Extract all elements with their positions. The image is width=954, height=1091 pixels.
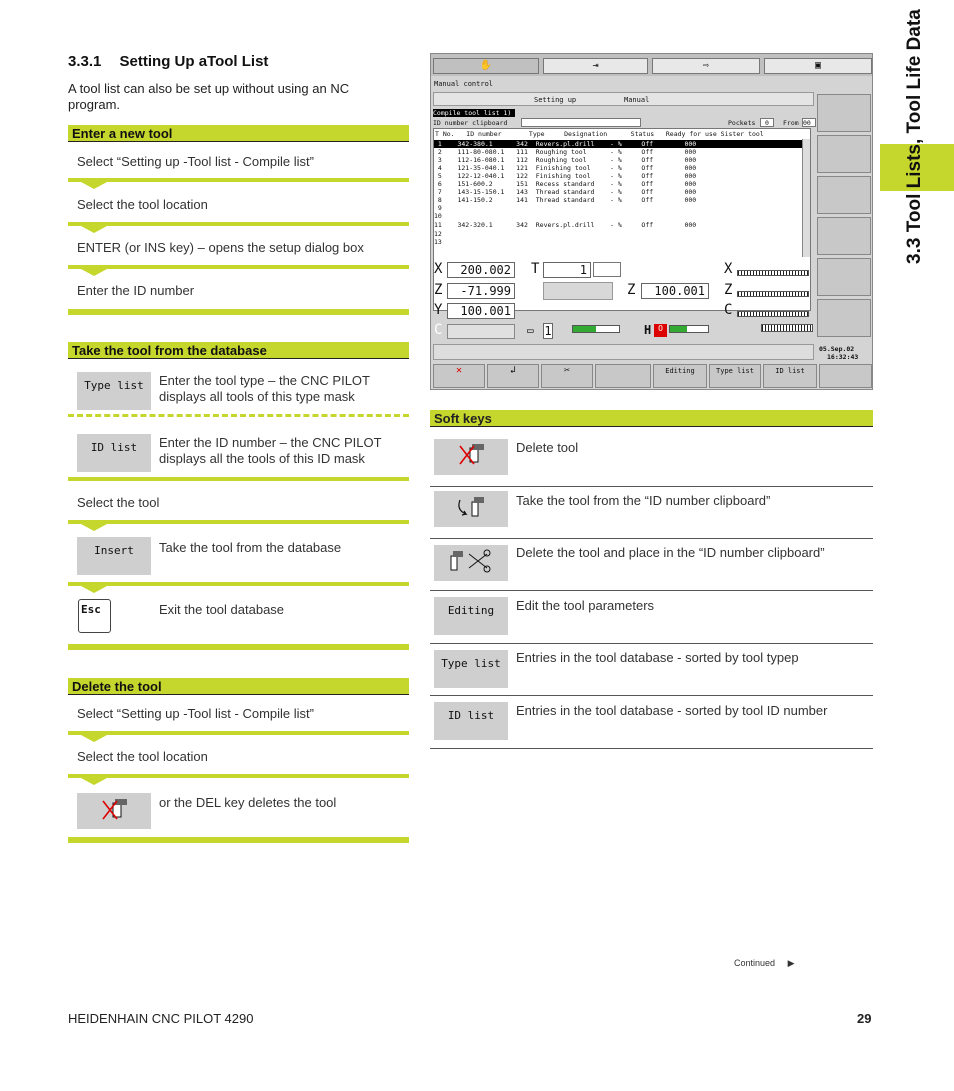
y-axis-value: 100.001 — [447, 303, 515, 319]
side-softkey-4[interactable] — [817, 217, 871, 255]
arrow-marker — [81, 182, 107, 189]
delete-header: Delete the tool — [68, 678, 409, 695]
softkey-take-clipboard[interactable] — [487, 364, 539, 388]
softkey-take-clipboard[interactable] — [434, 491, 508, 527]
divider — [68, 265, 409, 269]
y-axis-label: Y — [434, 302, 443, 318]
clipboard-field[interactable] — [521, 118, 641, 127]
softkey-desc-type: Entries in the tool database - sorted by tool typep — [516, 650, 799, 665]
screen-mode: Manual control — [434, 80, 494, 88]
softkey-desc-take: Take the tool from the “ID number clipboard” — [516, 493, 771, 508]
tool-offsets — [593, 262, 621, 277]
z2-value: 100.001 — [641, 283, 709, 299]
spindle-number: 1 — [544, 324, 552, 338]
intro-text: A tool list can also be set up without using an NC program. — [68, 81, 350, 112]
softkey-desc-editing: Edit the tool parameters — [516, 598, 655, 613]
database-header: Take the tool from the database — [68, 342, 409, 359]
clipboard-label: ID number clipboard — [433, 119, 508, 127]
table-row[interactable]: 8 141-150.2 141 Thread standard - % Off 000 — [434, 196, 697, 204]
insert-text: Take the tool from the database — [159, 540, 342, 555]
divider — [68, 309, 409, 315]
tab-program[interactable] — [652, 58, 760, 74]
x-load-label: X — [724, 261, 733, 277]
table-row[interactable]: 7 143-15-150.1 143 Thread standard - % Off 000 — [434, 188, 697, 196]
softkeys-header: Soft keys — [430, 410, 873, 427]
side-softkey-5[interactable] — [817, 258, 871, 296]
del-text: or the DEL key deletes the tool — [159, 795, 337, 810]
softkey-type-list[interactable]: Type list — [434, 650, 508, 688]
enter-new-tool-header: Enter a new tool — [68, 125, 409, 142]
z-load-label: Z — [724, 282, 733, 298]
table-row[interactable]: 6 151-600.2 151 Recess standard - % Off 000 — [434, 180, 697, 188]
pockets-label: Pockets — [728, 119, 756, 127]
section-number: 3.3.1 — [68, 53, 102, 70]
save-icon: ▣ — [814, 60, 822, 71]
section-title: Setting Up aTool List — [119, 53, 269, 70]
softkey-desc-id: Entries in the tool database - sorted by tool ID number — [516, 703, 828, 718]
row-divider — [430, 643, 873, 644]
divider — [68, 731, 409, 735]
table-row[interactable]: 13 — [434, 238, 442, 246]
clipboard-take-icon — [454, 494, 488, 520]
side-softkey-6[interactable] — [817, 299, 871, 337]
c-load-bar — [737, 311, 809, 317]
hand-icon: ✋ — [479, 60, 493, 71]
program-icon: ⇨ — [702, 60, 710, 71]
esc-key[interactable]: Esc — [78, 599, 111, 633]
feed-load-bar — [669, 325, 709, 333]
table-row[interactable]: 3 112-16-080.1 112 Roughing tool - % Off 000 — [434, 156, 697, 164]
table-row[interactable]: 9 — [434, 204, 442, 212]
h-label: H — [644, 323, 652, 337]
play-arrow-icon: ▶ — [787, 958, 795, 968]
side-softkey-2[interactable] — [817, 135, 871, 173]
step-delete-select-location: Select the tool location — [77, 749, 208, 764]
c-load-label: C — [724, 302, 733, 318]
cut-to-clipboard-icon — [449, 548, 493, 574]
from-field[interactable]: 00 — [802, 118, 816, 127]
pockets-field[interactable]: 0 — [760, 118, 774, 127]
table-row[interactable]: 1 342-380.1 342 Revers.pl.drill - % Off 000 — [434, 140, 809, 148]
id-list-key[interactable]: ID list — [77, 434, 151, 472]
divider — [68, 837, 409, 843]
delete-tool-icon — [99, 797, 129, 823]
spindle-status — [527, 323, 647, 337]
z-load-bar — [737, 291, 809, 297]
x-load-bar — [737, 270, 809, 276]
cut-to-clipboard-icon: ✂ — [563, 365, 571, 376]
divider — [68, 774, 409, 778]
delete-tool-icon: ✕ — [455, 365, 463, 376]
arrow-marker — [81, 586, 107, 593]
time-display: 16:32:43 — [827, 353, 859, 361]
x-axis-value: 200.002 — [447, 262, 515, 278]
step-delete-select-compile: Select “Setting up -Tool list - Compile list” — [77, 706, 314, 721]
tab-save[interactable] — [764, 58, 872, 74]
softkey-type-list[interactable]: Type list — [709, 364, 761, 388]
softkey-id-list[interactable]: ID list — [763, 364, 817, 388]
arrow-marker — [81, 524, 107, 531]
step-select-location: Select the tool location — [77, 197, 208, 212]
menu-manual[interactable]: Manual — [624, 96, 650, 104]
chapter-side-title: 3.3 Tool Lists, Tool Life Data — [904, 9, 925, 264]
divider — [68, 222, 409, 226]
delete-tool-icon — [456, 442, 486, 468]
arrow-marker — [81, 778, 107, 785]
softkey-editing[interactable]: Editing — [653, 364, 707, 388]
spindle2-bar — [761, 324, 813, 332]
t-value: 1 — [543, 262, 591, 278]
softkey-editing[interactable]: Editing — [434, 597, 508, 635]
screen-menu-bar — [433, 92, 814, 106]
page-number: 29 — [857, 1011, 872, 1026]
status-bar — [433, 344, 814, 360]
softkey-empty[interactable] — [595, 364, 651, 388]
setup-icon: ⇥ — [592, 60, 599, 71]
from-label: From — [783, 119, 799, 127]
dashed-divider — [68, 414, 409, 417]
table-row[interactable]: 5 122-12-040.1 122 Finishing tool - % Off 000 — [434, 172, 697, 180]
table-row[interactable]: 12 — [434, 230, 442, 238]
softkey-cut-clipboard[interactable] — [434, 545, 508, 581]
table-header: T No. ID number Type Designation Status Ready for use Sister tool — [435, 130, 764, 138]
softkey-desc-delete: Delete tool — [516, 440, 579, 455]
tool-graphic — [543, 282, 613, 300]
row-divider — [430, 695, 873, 696]
arrow-marker — [81, 735, 107, 742]
type-list-key[interactable]: Type list — [77, 372, 151, 410]
z-axis-value: -71.999 — [447, 283, 515, 299]
row-divider — [430, 748, 873, 749]
softkey-id-list[interactable]: ID list — [434, 702, 508, 740]
softkey-cut-clipboard[interactable] — [541, 364, 593, 388]
list-title: Compile tool list 1) — [433, 109, 515, 117]
softkey-empty-2[interactable] — [819, 364, 872, 388]
date-display: 05.Sep.02 — [819, 345, 855, 353]
row-divider — [430, 486, 873, 487]
table-row[interactable]: 4 121-35-040.1 121 Finishing tool - % Off 000 — [434, 164, 697, 172]
divider — [68, 644, 409, 650]
softkey-desc-cut: Delete the tool and place in the “ID number clipboard” — [516, 545, 825, 560]
delete-tool-key[interactable] — [77, 793, 151, 829]
spindle-load-bar — [572, 325, 620, 333]
table-row[interactable]: 11 342-320.1 342 Revers.pl.drill - % Off 000 — [434, 221, 697, 229]
table-row[interactable]: 2 111-80-080.1 111 Roughing tool - % Off 000 — [434, 148, 697, 156]
clipboard-take-icon: ↲ — [509, 365, 517, 376]
continued-label — [734, 958, 794, 969]
footer-product: HEIDENHAIN CNC PILOT 4290 — [68, 1011, 254, 1026]
table-row[interactable]: 10 — [434, 212, 442, 220]
divider — [68, 520, 409, 524]
scrollbar[interactable] — [802, 139, 810, 257]
tab-setup[interactable] — [543, 58, 648, 74]
side-softkey-1[interactable] — [817, 94, 871, 132]
arrow-marker — [81, 226, 107, 233]
step-enter-dialog: ENTER (or INS key) – opens the setup dialog box — [77, 240, 364, 255]
step-enter-id: Enter the ID number — [77, 283, 195, 298]
softkey-delete[interactable] — [433, 364, 485, 388]
z2-label: Z — [627, 282, 636, 298]
t-label: T — [531, 261, 540, 277]
esc-text: Exit the tool database — [159, 602, 285, 617]
section-heading — [68, 53, 268, 70]
type-list-text: Enter the tool type – the CNC PILOT displays all tools of this type mask — [159, 373, 370, 404]
id-list-text: Enter the ID number – the CNC PILOT displays all the tools of this ID mask — [159, 435, 382, 466]
step-select-compile: Select “Setting up -Tool list - Compile list” — [77, 154, 314, 169]
continued-text: Continued — [734, 958, 776, 968]
side-softkey-3[interactable] — [817, 176, 871, 214]
insert-key[interactable]: Insert — [77, 537, 151, 575]
divider — [68, 178, 409, 182]
menu-setting-up[interactable]: Setting up — [534, 96, 577, 104]
softkey-delete-tool[interactable] — [434, 439, 508, 475]
divider — [68, 582, 409, 586]
cnc-screen — [430, 53, 873, 390]
stop-indicator: O — [654, 324, 667, 337]
spindle-icon: ▭ — [527, 324, 534, 337]
x-axis-label: X — [434, 261, 443, 277]
c-axis-label: C — [434, 322, 443, 338]
arrow-marker — [81, 269, 107, 276]
tab-manual[interactable] — [433, 58, 539, 74]
row-divider — [430, 590, 873, 591]
c-axis-value — [447, 324, 515, 339]
row-divider — [430, 538, 873, 539]
z-axis-label: Z — [434, 282, 443, 298]
divider — [68, 477, 409, 481]
step-select-tool: Select the tool — [77, 495, 160, 510]
